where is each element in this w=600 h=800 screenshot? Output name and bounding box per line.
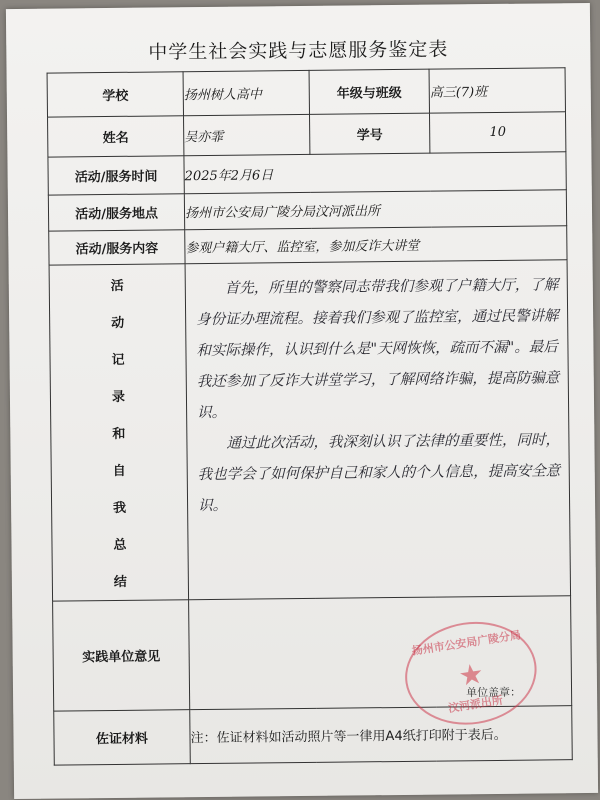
student-id-label: 学号 [309,113,429,154]
record-content-cell [185,260,570,600]
school-label: 学校 [47,72,183,117]
record-char: 我 [113,500,127,516]
record-char: 和 [112,426,126,442]
row-record [49,260,570,601]
form-paper [6,3,598,799]
seal-text-top: 扬州市公安局广陵分局 [410,628,522,658]
grade-class-value: 高三(7)班 [429,68,565,113]
content-label: 活动/服务内容 [49,230,185,265]
seal-text-bottom: 汶河派出所 [447,693,504,715]
grade-class-label: 年级与班级 [309,69,429,114]
content-value: 参观户籍大厅、监控室，参加反诈大讲堂 [185,226,567,264]
record-label-cell [49,264,189,601]
time-label: 活动/服务时间 [48,156,184,195]
row-name [48,112,566,157]
record-char: 结 [113,574,127,590]
form-title: 中学生社会实践与志愿服务鉴定表 [148,38,449,64]
evidence-label: 佐证材料 [54,710,191,765]
record-char: 自 [112,463,126,479]
star-icon: ★ [456,656,486,693]
location-value: 扬州市公安局广陵分局汶河派出所 [184,190,566,230]
evidence-note: 注：佐证材料如活动照片等一律用A4纸打印附于表后。 [190,706,573,764]
record-char: 动 [111,315,125,331]
student-id-value: 10 [429,112,565,153]
school-value: 扬州树人高中 [183,70,309,115]
row-content [49,226,567,265]
record-char: 活 [110,278,124,294]
record-label-vertical [50,274,188,590]
row-location [48,190,566,231]
unit-opinion-label: 实践单位意见 [53,600,190,711]
name-value: 吴亦霏 [184,114,310,155]
location-label: 活动/服务地点 [48,194,184,231]
record-char: 总 [113,537,127,553]
time-value: 2025年2月6日 [184,152,566,194]
record-text [186,260,570,522]
seal-label: 单位盖章： [465,685,522,700]
record-paragraph: 通过此次活动，我深刻认识了法律的重要性，同时，我也学会了如何保护自己和家人的个人信息，提高安全意识。 [197,432,561,515]
record-char: 录 [111,389,126,405]
record-char: 记 [111,352,125,368]
name-label: 姓名 [48,116,184,157]
record-paragraph: 首先，所里的警察同志带我们参观了户籍大厅，了解身份证办理流程。接着我们参观了监控室，通过民警讲解和实际操作，认识到什么是"天网恢恢，疏而不漏"。最后我还参加了反诈大讲堂学习，了解网络诈骗，提高防骗意识。 [196,277,560,422]
row-time [48,152,566,195]
row-school [47,68,565,117]
